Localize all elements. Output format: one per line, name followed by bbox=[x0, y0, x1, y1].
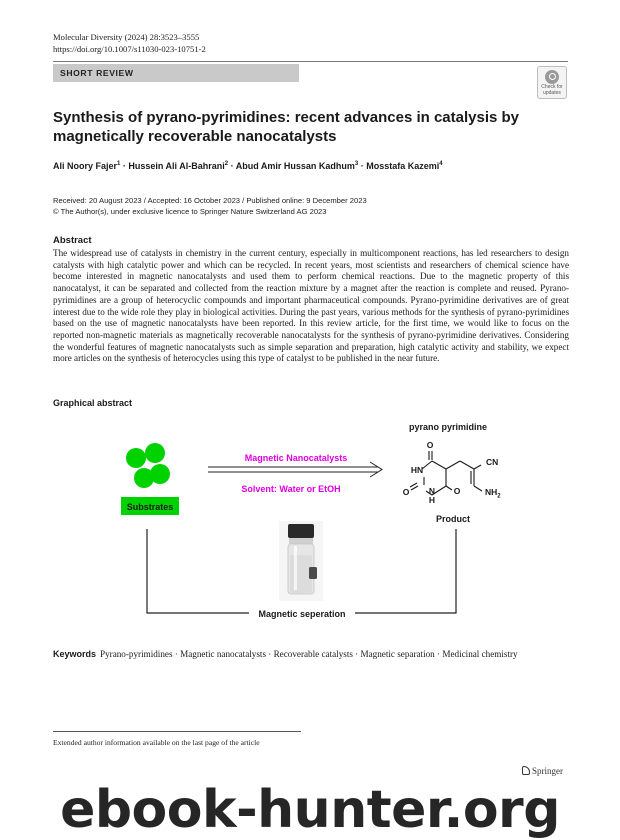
atom-h: H bbox=[428, 495, 436, 505]
journal-header bbox=[53, 31, 206, 55]
author-name[interactable]: Abud Amir Hussan Kadhum bbox=[235, 161, 355, 171]
footnote: Extended author information available on the last page of the article bbox=[53, 738, 260, 747]
section-label: SHORT REVIEW bbox=[53, 64, 299, 82]
watermark: ebook-hunter.org bbox=[60, 780, 560, 840]
atom-o-left: O bbox=[402, 487, 410, 497]
doi-link[interactable]: https://doi.org/10.1007/s11030-023-10751-2 bbox=[53, 44, 206, 54]
article-title: Synthesis of pyrano-pyrimidines: recent advances in catalysis by magnetically recoverable nanocatalysts bbox=[53, 109, 520, 145]
publication-dates: Received: 20 August 2023 / Accepted: 16 October 2023 / Published online: 9 December 2023 bbox=[53, 196, 367, 205]
publisher-name: Springer bbox=[532, 766, 563, 776]
catalyst-label: Magnetic Nanocatalysts bbox=[244, 453, 348, 463]
article-dates bbox=[53, 195, 367, 217]
publisher-logo bbox=[522, 766, 563, 776]
author-affiliation: 2 bbox=[224, 161, 229, 167]
product-title: pyrano pyrimidine bbox=[408, 422, 488, 432]
substrates-label: Substrates bbox=[126, 502, 174, 512]
author-affiliation: 1 bbox=[117, 161, 121, 167]
author-affiliation: 3 bbox=[354, 161, 359, 167]
graphical-abstract-figure bbox=[0, 405, 620, 630]
author-separator: · bbox=[120, 161, 129, 171]
keywords-block bbox=[53, 648, 569, 660]
copyright-notice: © The Author(s), under exclusive licence to Springer Nature Switzerland AG 2023 bbox=[53, 207, 327, 216]
reaction-arrow-head bbox=[370, 462, 382, 477]
atom-o-ring: O bbox=[453, 486, 461, 496]
author-separator: · bbox=[228, 161, 236, 171]
separation-label: Magnetic seperation bbox=[258, 609, 346, 619]
graphical-abstract-heading: Graphical abstract bbox=[53, 398, 133, 408]
header-rule bbox=[53, 61, 568, 62]
atom-o-top: O bbox=[426, 440, 434, 450]
bookmark-icon bbox=[545, 70, 559, 84]
check-updates-line1: Check for bbox=[541, 84, 563, 90]
magnetic-vial-image bbox=[279, 521, 323, 601]
product-label: Product bbox=[435, 514, 471, 524]
substrate-sphere bbox=[150, 464, 170, 484]
author-affiliation: 4 bbox=[439, 161, 443, 167]
author-separator: · bbox=[358, 161, 367, 171]
atom-n: N bbox=[428, 486, 436, 496]
substrate-sphere bbox=[126, 448, 146, 468]
group-nh2: $NH_2$ bbox=[485, 487, 501, 500]
author-name[interactable]: Ali Noory Fajer bbox=[53, 161, 118, 171]
group-cn: CN bbox=[486, 457, 499, 467]
solvent-label: Solvent: Water or EtOH bbox=[241, 484, 341, 494]
abstract-text: The widespread use of catalysts in chemistry in the current century, especially in multicomponent reactions, has led researchers to design catalysts with high catalytic power and which can be recycled. In recent years, most scientists and researchers of chemical science have become interested in magnetic nanocatalysts and used them to perform chemical reactions. Due to the magnetic property of this nanocatalyst, it can be separated and collected from the reaction mixture by a magnet after the reaction is complete and reused. Pyrano-pyrimidines are a group of heterocyclic compounds and important pharmaceutical compounds. Pyrano-pyrimidine derivatives are of great interest due to the wide role they play in biological activities. During the past years, various methods for the synthesis of pyrano-pyrimidines based on the use of magnetic nanocatalysts have been reported. In this review article, for the first time, we would like to focus on the reported non-magnetic materials as magnetically recoverable nanocatalysts for the synthesis of pyrano-pyrimidine derivatives. Considering the wonderful features of magnetic nanocatalysts such as simple separation and preparation, high catalytic activity and stability, we expect more articles on the synthesis of heterocycles using this type of catalyst to be published in the near future. bbox=[53, 248, 569, 364]
check-for-updates-button[interactable] bbox=[537, 66, 567, 99]
springer-horse-icon bbox=[522, 766, 530, 775]
atom-hn: HN bbox=[410, 465, 424, 475]
author-list bbox=[53, 161, 443, 171]
abstract-heading: Abstract bbox=[53, 235, 92, 246]
substrate-sphere bbox=[145, 443, 165, 463]
author-name[interactable]: Mosstafa Kazemi bbox=[366, 161, 440, 171]
keywords-heading: Keywords bbox=[53, 649, 97, 659]
check-updates-line2: updates bbox=[543, 89, 561, 96]
footnote-rule bbox=[53, 731, 301, 732]
keywords-text: Pyrano-pyrimidines · Magnetic nanocatalysts · Recoverable catalysts · Magnetic separation · Medicinal chemistry bbox=[100, 649, 518, 659]
author-name[interactable]: Hussein Ali Al-Bahrani bbox=[128, 161, 225, 171]
journal-citation: Molecular Diversity (2024) 28:3523–3555 bbox=[53, 32, 200, 42]
